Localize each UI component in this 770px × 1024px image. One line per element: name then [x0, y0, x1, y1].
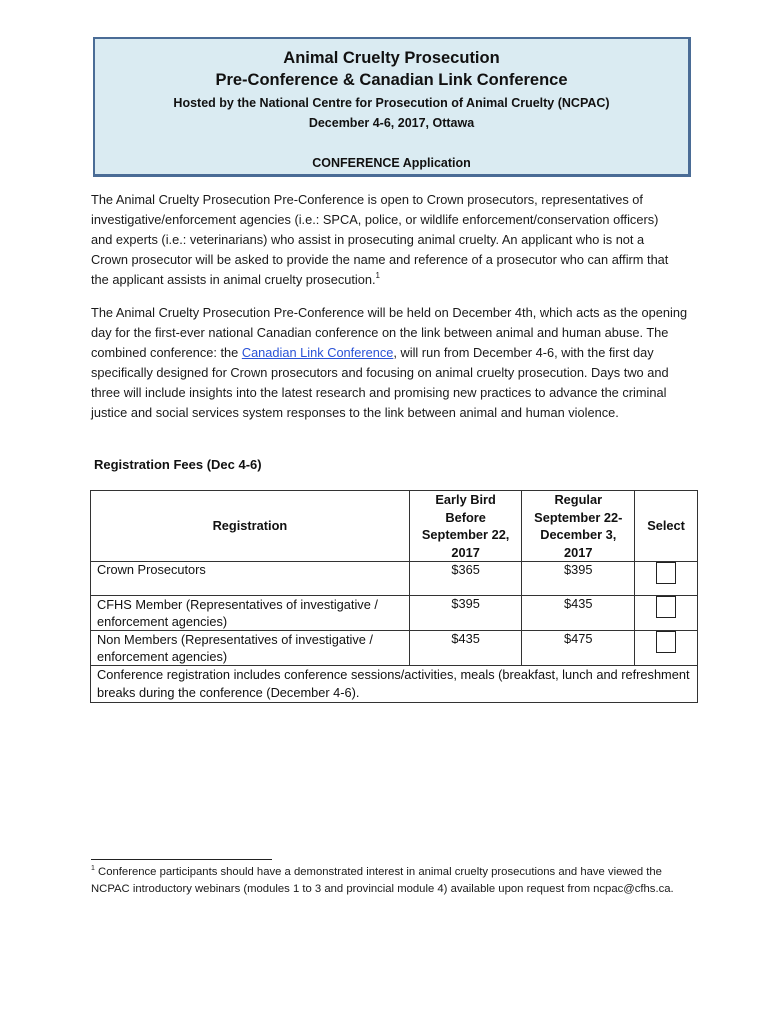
header-select: Select [635, 491, 698, 562]
note-line: Conference registration includes conference sessions/activities, meals (breakfast, lunch and refreshment [97, 667, 690, 682]
header-regular [522, 491, 635, 562]
category-label: CFHS Member (Representatives of investigative / [97, 597, 378, 612]
details-text: combined conference: the [91, 345, 242, 360]
intro-line: and experts (i.e.: veterinarians) who assist in prosecuting animal cruelty. An applicant who is not a [91, 232, 645, 247]
select-checkbox-crown-prosecutors[interactable] [656, 562, 676, 584]
category-cell [91, 631, 410, 666]
early-bird-price: $365 [409, 562, 522, 596]
header-early-bird-line: Early Bird [435, 492, 496, 507]
title-line-2: Pre-Conference & Canadian Link Conference [215, 71, 568, 89]
regular-price: $475 [522, 631, 635, 666]
category-cell [91, 562, 410, 596]
details-line: justice and social services system responses to the link between animal and human violence. [91, 405, 619, 420]
footnote-text: NCPAC introductory webinars (modules 1 to 3 and provincial module 4) available upon request from ncpac@cfhs.ca. [91, 883, 674, 895]
table-row [91, 596, 698, 631]
category-label: enforcement agencies) [97, 649, 228, 664]
details-paragraph [91, 303, 691, 423]
table-row [91, 631, 698, 666]
select-checkbox-non-members[interactable] [656, 631, 676, 653]
select-cell [635, 596, 698, 631]
details-line: The Animal Cruelty Prosecution Pre-Conference will be held on December 4th, which acts as the opening [91, 305, 688, 320]
header-registration: Registration [91, 491, 410, 562]
date-location: December 4-6, 2017, Ottawa [308, 116, 475, 130]
header-box [93, 37, 691, 177]
registration-fees-heading: Registration Fees (Dec 4-6) [94, 457, 262, 472]
registration-note [91, 666, 698, 703]
header-early-bird-line: 2017 [451, 544, 480, 560]
details-text: , will run from December 4-6, with the first day [393, 345, 654, 360]
header-early-bird-line: September 22, [421, 527, 510, 542]
early-bird-price: $395 [409, 596, 522, 631]
registration-fees-table [90, 490, 698, 703]
footnote-ref: 1 [375, 271, 380, 280]
form-title: CONFERENCE Application [312, 156, 471, 170]
header-early-bird-line: Before [445, 509, 486, 525]
details-line: day for the first-ever national Canadian conference on the link between animal and human abuse. The [91, 325, 669, 340]
header-regular-line: September 22- [534, 509, 623, 525]
table-note-row [91, 666, 698, 703]
regular-price: $435 [522, 596, 635, 631]
details-line: three will include insights into the latest research and promising new practices to advance the criminal [91, 385, 667, 400]
footnote-divider [91, 859, 272, 860]
select-checkbox-cfhs-member[interactable] [656, 596, 676, 618]
intro-line: the applicant assists in animal cruelty prosecution. [91, 272, 376, 287]
header-regular-line: 2017 [564, 544, 593, 560]
intro-paragraph [91, 190, 691, 290]
select-cell [635, 562, 698, 596]
intro-line: investigative/enforcement agencies (i.e.: SPCA, police, or wildlife enforcement/conservation officers) [91, 212, 659, 227]
early-bird-price: $435 [409, 631, 522, 666]
note-line: breaks during the conference (December 4-6). [97, 685, 360, 700]
hosted-by: Hosted by the National Centre for Prosecution of Animal Cruelty (NCPAC) [173, 96, 610, 110]
table-row [91, 562, 698, 596]
footnote-number: 1 [91, 865, 95, 872]
category-cell [91, 596, 410, 631]
header-early-bird [409, 491, 522, 562]
category-label: enforcement agencies) [97, 614, 228, 629]
details-line: specifically designed for Crown prosecutors and focusing on animal cruelty prosecution. Days two and [91, 365, 669, 380]
header-regular-line: Regular [554, 492, 603, 507]
title-line-1: Animal Cruelty Prosecution [283, 49, 500, 67]
footnote-text: Conference participants should have a demonstrated interest in animal cruelty prosecutions and have viewed the [94, 866, 662, 878]
canadian-link-conference-link[interactable]: Canadian Link Conference [241, 345, 394, 360]
regular-price: $395 [522, 562, 635, 596]
table-header-row [91, 491, 698, 562]
category-label: Crown Prosecutors [97, 562, 206, 577]
footnote [91, 864, 711, 898]
select-cell [635, 631, 698, 666]
intro-line: Crown prosecutor will be asked to provide the name and reference of a prosecutor who can affirm that [91, 252, 669, 267]
intro-line: The Animal Cruelty Prosecution Pre-Conference is open to Crown prosecutors, representatives of [91, 192, 643, 207]
header-regular-line: December 3, [540, 527, 617, 542]
category-label: Non Members (Representatives of investigative / [97, 632, 373, 647]
